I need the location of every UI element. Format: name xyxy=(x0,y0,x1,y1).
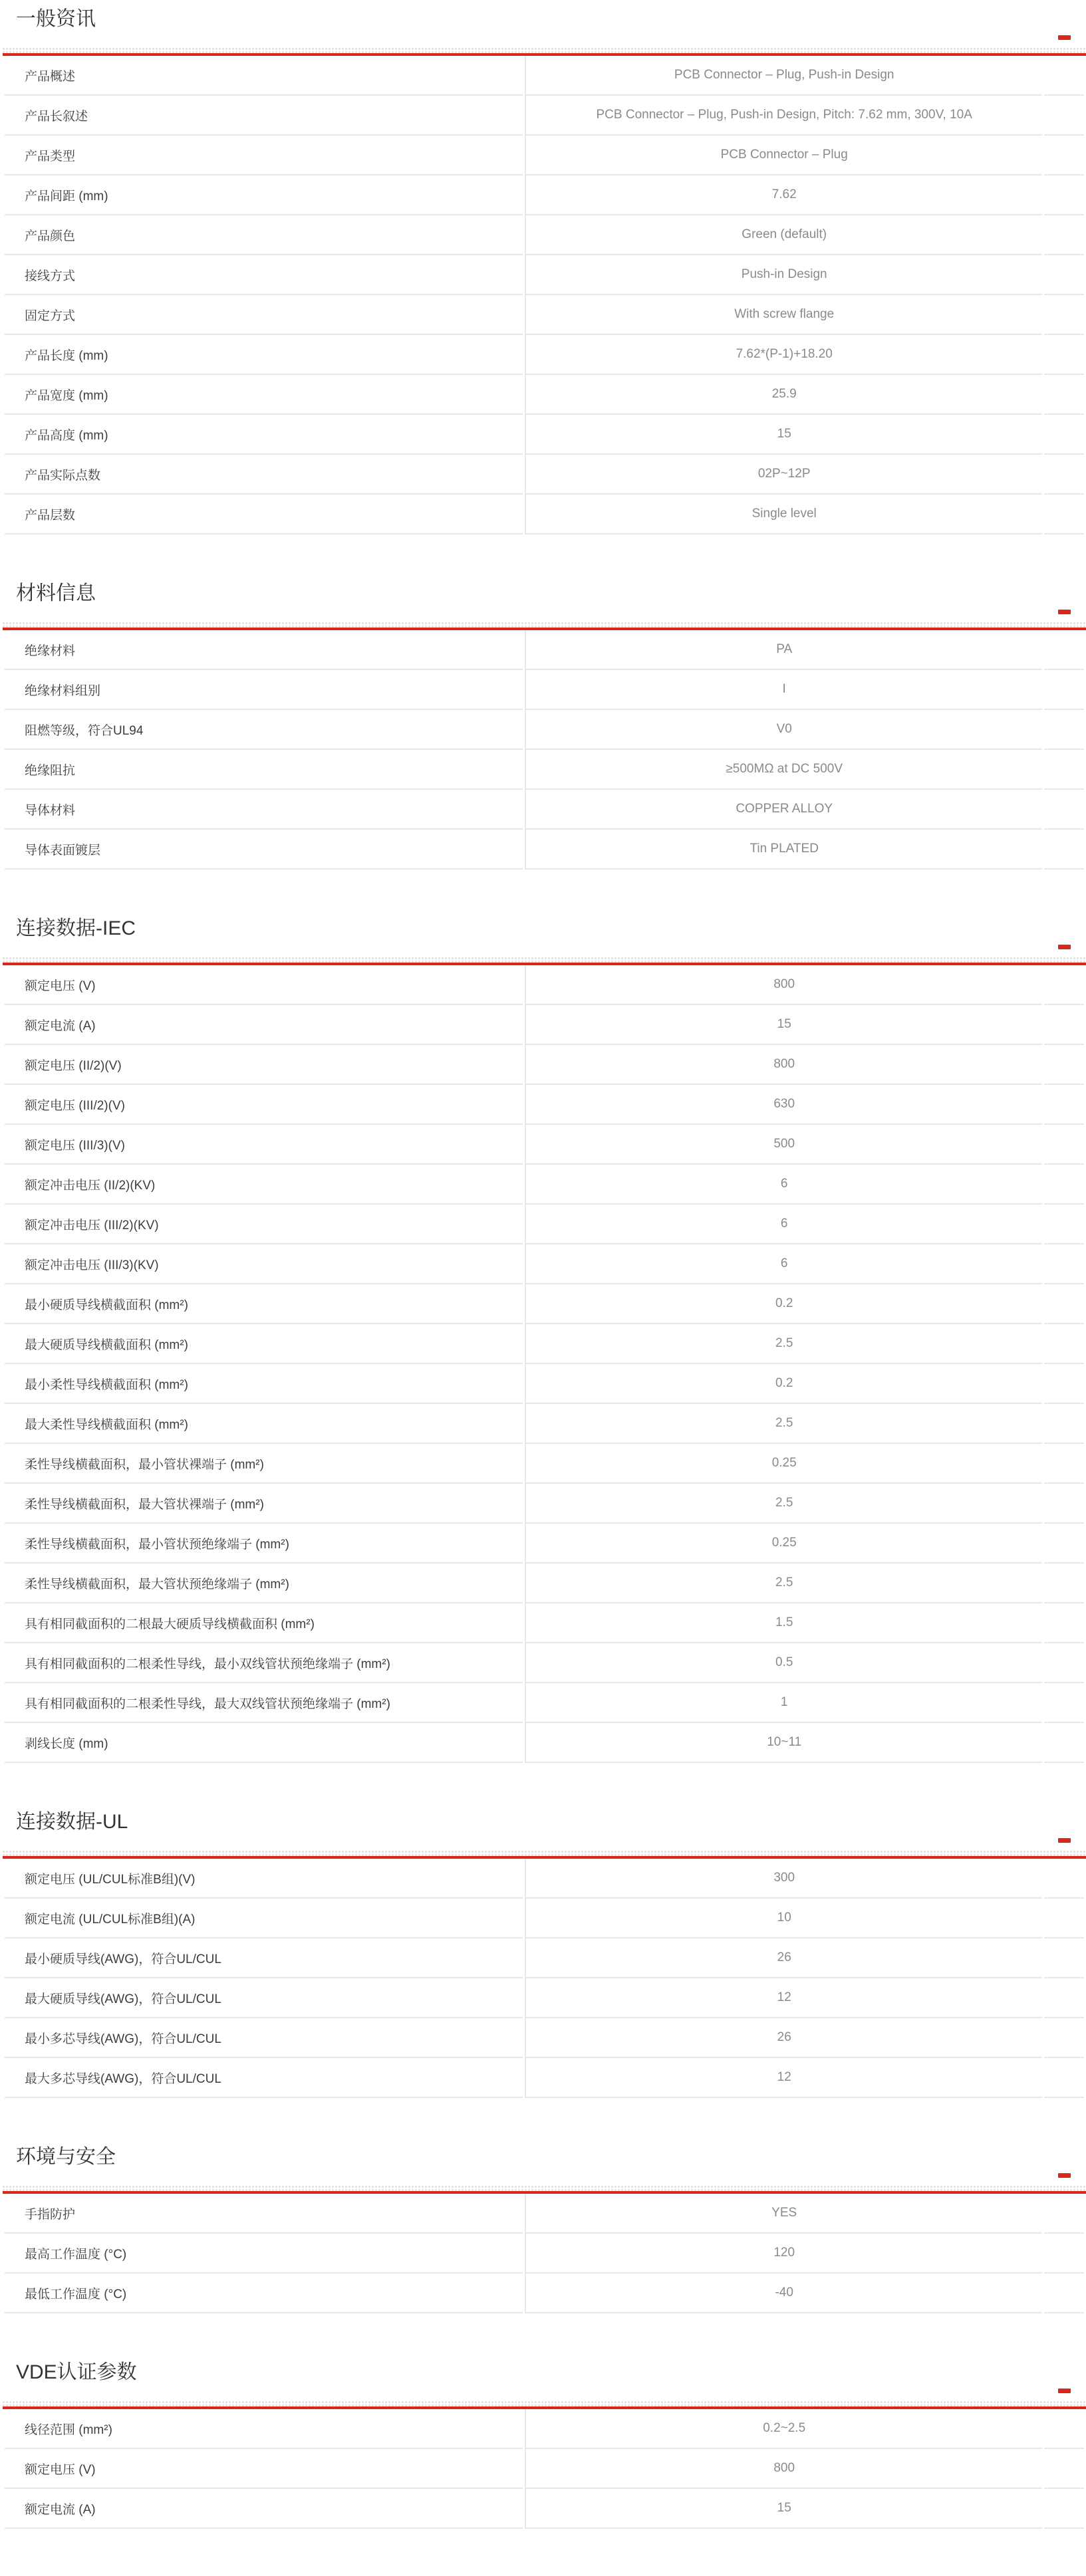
table-row xyxy=(5,1045,1084,1085)
spec-label: 具有相同截面积的二根柔性导线，最小双线管状预绝缘端子 (mm²) xyxy=(5,1643,523,1683)
spec-label: 额定电流 (A) xyxy=(5,2489,523,2529)
spec-value: 630 xyxy=(525,1085,1042,1125)
table-row xyxy=(5,1564,1084,1603)
row-edge-cell xyxy=(1044,2489,1084,2529)
spec-section xyxy=(3,916,1086,1763)
table-row xyxy=(5,1938,1084,1978)
spec-label: 额定电压 (V) xyxy=(5,965,523,1005)
spec-label: 手指防护 xyxy=(5,2194,523,2234)
collapse-minus-icon[interactable] xyxy=(1058,945,1071,949)
row-edge-cell xyxy=(1044,1165,1084,1205)
spec-value: With screw flange xyxy=(525,295,1042,335)
table-row xyxy=(5,750,1084,790)
row-edge-cell xyxy=(1044,1978,1084,2018)
row-edge-cell xyxy=(1044,1723,1084,1763)
table-row xyxy=(5,1524,1084,1564)
spec-label: 剥线长度 (mm) xyxy=(5,1723,523,1763)
spec-label: 柔性导线横截面积，最小管状预绝缘端子 (mm²) xyxy=(5,1524,523,1564)
spec-value: 26 xyxy=(525,1938,1042,1978)
row-edge-cell xyxy=(1044,176,1084,215)
spec-value: 0.25 xyxy=(525,1444,1042,1484)
spec-label: 最大硬质导线(AWG)，符合UL/CUL xyxy=(5,1978,523,2018)
row-edge-cell xyxy=(1044,415,1084,455)
spec-value: 0.25 xyxy=(525,1524,1042,1564)
table-row xyxy=(5,1444,1084,1484)
section-title: 环境与安全 xyxy=(16,2146,116,2168)
row-edge-cell xyxy=(1044,1484,1084,1524)
spec-section xyxy=(3,1810,1086,2098)
table-row xyxy=(5,2489,1084,2529)
spec-label: 额定冲击电压 (III/2)(KV) xyxy=(5,1205,523,1244)
row-edge-cell xyxy=(1044,335,1084,375)
collapse-minus-icon[interactable] xyxy=(1058,2173,1071,2178)
row-edge-cell xyxy=(1044,1524,1084,1564)
table-row xyxy=(5,965,1084,1005)
row-edge-cell xyxy=(1044,1005,1084,1045)
row-edge-cell xyxy=(1044,1364,1084,1404)
spec-label: 额定电压 (II/2)(V) xyxy=(5,1045,523,1085)
table-row xyxy=(5,1125,1084,1165)
spec-table xyxy=(3,965,1086,1763)
row-edge-cell xyxy=(1044,1244,1084,1284)
row-edge-cell xyxy=(1044,965,1084,1005)
spec-label: 产品高度 (mm) xyxy=(5,415,523,455)
spec-label: 产品概述 xyxy=(5,56,523,96)
row-edge-cell xyxy=(1044,1564,1084,1603)
row-edge-cell xyxy=(1044,830,1084,870)
spec-value: Single level xyxy=(525,495,1042,534)
spec-label: 额定电压 (III/3)(V) xyxy=(5,1125,523,1165)
row-edge-cell xyxy=(1044,2058,1084,2098)
row-edge-cell xyxy=(1044,215,1084,255)
section-collapse-row xyxy=(3,35,1086,41)
spec-label: 最高工作温度 (°C) xyxy=(5,2234,523,2274)
table-row xyxy=(5,1603,1084,1643)
spec-value: Push-in Design xyxy=(525,255,1042,295)
row-edge-cell xyxy=(1044,1085,1084,1125)
table-row xyxy=(5,295,1084,335)
spec-value: 800 xyxy=(525,965,1042,1005)
section-texture-band xyxy=(3,1849,1086,1856)
spec-value: PA xyxy=(525,630,1042,670)
table-row xyxy=(5,1683,1084,1723)
spec-value: 120 xyxy=(525,2234,1042,2274)
table-row xyxy=(5,2274,1084,2313)
row-edge-cell xyxy=(1044,2234,1084,2274)
section-texture-band xyxy=(3,47,1086,53)
spec-section xyxy=(3,2145,1086,2313)
row-edge-cell xyxy=(1044,710,1084,750)
spec-value: 25.9 xyxy=(525,375,1042,415)
table-row xyxy=(5,136,1084,176)
table-row xyxy=(5,255,1084,295)
section-collapse-row xyxy=(3,2389,1086,2395)
section-title: 连接数据-UL xyxy=(16,1811,128,1833)
table-row xyxy=(5,415,1084,455)
row-edge-cell xyxy=(1044,1938,1084,1978)
row-edge-cell xyxy=(1044,2409,1084,2449)
spec-value: 2.5 xyxy=(525,1324,1042,1364)
row-edge-cell xyxy=(1044,56,1084,96)
spec-label: 绝缘材料 xyxy=(5,630,523,670)
table-row xyxy=(5,455,1084,495)
row-edge-cell xyxy=(1044,136,1084,176)
spec-value: 10 xyxy=(525,1899,1042,1938)
row-edge-cell xyxy=(1044,1683,1084,1723)
spec-label: 固定方式 xyxy=(5,295,523,335)
spec-value: 2.5 xyxy=(525,1404,1042,1444)
table-row xyxy=(5,1899,1084,1938)
spec-label: 最大柔性导线横截面积 (mm²) xyxy=(5,1404,523,1444)
spec-label: 额定冲击电压 (III/3)(KV) xyxy=(5,1244,523,1284)
table-row xyxy=(5,495,1084,534)
spec-label: 产品类型 xyxy=(5,136,523,176)
row-edge-cell xyxy=(1044,1859,1084,1899)
table-row xyxy=(5,1205,1084,1244)
spec-value: 2.5 xyxy=(525,1564,1042,1603)
table-row xyxy=(5,1404,1084,1444)
spec-label: 产品宽度 (mm) xyxy=(5,375,523,415)
spec-value: ≥500MΩ at DC 500V xyxy=(525,750,1042,790)
row-edge-cell xyxy=(1044,255,1084,295)
spec-label: 最小硬质导线(AWG)，符合UL/CUL xyxy=(5,1938,523,1978)
section-title: 连接数据-IEC xyxy=(16,917,136,939)
spec-value: 02P~12P xyxy=(525,455,1042,495)
spec-label: 导体材料 xyxy=(5,790,523,830)
spec-value: PCB Connector – Plug, Push-in Design xyxy=(525,56,1042,96)
collapse-minus-icon[interactable] xyxy=(1058,2389,1071,2393)
spec-value: I xyxy=(525,670,1042,710)
spec-label: 柔性导线横截面积，最大管状预绝缘端子 (mm²) xyxy=(5,1564,523,1603)
section-title: VDE认证参数 xyxy=(16,2361,137,2383)
section-title: 材料信息 xyxy=(16,582,96,604)
spec-label: 产品层数 xyxy=(5,495,523,534)
row-edge-cell xyxy=(1044,630,1084,670)
table-row xyxy=(5,1244,1084,1284)
spec-value: 26 xyxy=(525,2018,1042,2058)
row-edge-cell xyxy=(1044,1603,1084,1643)
spec-label: 额定电压 (UL/CUL标准B组)(V) xyxy=(5,1859,523,1899)
table-row xyxy=(5,670,1084,710)
spec-value: 10~11 xyxy=(525,1723,1042,1763)
spec-value: 2.5 xyxy=(525,1484,1042,1524)
spec-value: 500 xyxy=(525,1125,1042,1165)
section-texture-band xyxy=(3,956,1086,963)
section-texture-band xyxy=(3,2184,1086,2191)
row-edge-cell xyxy=(1044,375,1084,415)
spec-label: 具有相同截面积的二根柔性导线，最大双线管状预绝缘端子 (mm²) xyxy=(5,1683,523,1723)
section-texture-band xyxy=(3,621,1086,628)
table-row xyxy=(5,630,1084,670)
spec-label: 额定电压 (V) xyxy=(5,2449,523,2489)
spec-label: 额定冲击电压 (II/2)(KV) xyxy=(5,1165,523,1205)
section-collapse-row xyxy=(3,1838,1086,1844)
table-row xyxy=(5,1643,1084,1683)
spec-value: Green (default) xyxy=(525,215,1042,255)
spec-value: 15 xyxy=(525,415,1042,455)
table-row xyxy=(5,710,1084,750)
table-row xyxy=(5,335,1084,375)
row-edge-cell xyxy=(1044,1324,1084,1364)
spec-section xyxy=(3,2360,1086,2529)
spec-value: COPPER ALLOY xyxy=(525,790,1042,830)
spec-label: 最大多芯导线(AWG)，符合UL/CUL xyxy=(5,2058,523,2098)
spec-label: 绝缘材料组别 xyxy=(5,670,523,710)
table-row xyxy=(5,2409,1084,2449)
spec-label: 柔性导线横截面积，最小管状裸端子 (mm²) xyxy=(5,1444,523,1484)
spec-label: 导体表面镀层 xyxy=(5,830,523,870)
table-row xyxy=(5,1484,1084,1524)
row-edge-cell xyxy=(1044,295,1084,335)
collapse-minus-icon[interactable] xyxy=(1058,1838,1071,1843)
row-edge-cell xyxy=(1044,2274,1084,2313)
row-edge-cell xyxy=(1044,1643,1084,1683)
table-row xyxy=(5,2234,1084,2274)
spec-value: 0.5 xyxy=(525,1643,1042,1683)
spec-label: 产品间距 (mm) xyxy=(5,176,523,215)
table-row xyxy=(5,1085,1084,1125)
spec-table xyxy=(3,56,1086,534)
row-edge-cell xyxy=(1044,2018,1084,2058)
spec-label: 额定电流 (A) xyxy=(5,1005,523,1045)
row-edge-cell xyxy=(1044,2449,1084,2489)
spec-label: 产品长叙述 xyxy=(5,96,523,136)
spec-label: 绝缘阻抗 xyxy=(5,750,523,790)
table-row xyxy=(5,176,1084,215)
table-row xyxy=(5,1978,1084,2018)
table-row xyxy=(5,2018,1084,2058)
spec-label: 最小多芯导线(AWG)，符合UL/CUL xyxy=(5,2018,523,2058)
spec-table xyxy=(3,1859,1086,2098)
table-row xyxy=(5,790,1084,830)
table-row xyxy=(5,1859,1084,1899)
row-edge-cell xyxy=(1044,790,1084,830)
section-collapse-row xyxy=(3,2173,1086,2179)
spec-value: 1 xyxy=(525,1683,1042,1723)
spec-value: 0.2 xyxy=(525,1284,1042,1324)
row-edge-cell xyxy=(1044,1899,1084,1938)
spec-label: 柔性导线横截面积，最大管状裸端子 (mm²) xyxy=(5,1484,523,1524)
row-edge-cell xyxy=(1044,455,1084,495)
row-edge-cell xyxy=(1044,1404,1084,1444)
spec-value: 800 xyxy=(525,2449,1042,2489)
spec-value: 12 xyxy=(525,2058,1042,2098)
table-row xyxy=(5,96,1084,136)
spec-label: 阻燃等级，符合UL94 xyxy=(5,710,523,750)
row-edge-cell xyxy=(1044,1125,1084,1165)
spec-value: 7.62 xyxy=(525,176,1042,215)
section-title: 一般资讯 xyxy=(16,8,96,30)
spec-value: 6 xyxy=(525,1244,1042,1284)
spec-value: 0.2~2.5 xyxy=(525,2409,1042,2449)
spec-label: 最低工作温度 (°C) xyxy=(5,2274,523,2313)
spec-label: 最小柔性导线横截面积 (mm²) xyxy=(5,1364,523,1404)
spec-value: 6 xyxy=(525,1205,1042,1244)
row-edge-cell xyxy=(1044,495,1084,534)
spec-table xyxy=(3,630,1086,870)
section-collapse-row xyxy=(3,610,1086,616)
table-row xyxy=(5,1324,1084,1364)
spec-section xyxy=(3,7,1086,534)
row-edge-cell xyxy=(1044,1205,1084,1244)
row-edge-cell xyxy=(1044,1045,1084,1085)
spec-label: 产品颜色 xyxy=(5,215,523,255)
spec-value: PCB Connector – Plug, Push-in Design, Pitch: 7.62 mm, 300V, 10A xyxy=(525,96,1042,136)
table-row xyxy=(5,1165,1084,1205)
spec-table xyxy=(3,2409,1086,2529)
spec-label: 线径范围 (mm²) xyxy=(5,2409,523,2449)
table-row xyxy=(5,1723,1084,1763)
spec-value: 15 xyxy=(525,2489,1042,2529)
spec-label: 具有相同截面积的二根最大硬质导线横截面积 (mm²) xyxy=(5,1603,523,1643)
spec-value: 6 xyxy=(525,1165,1042,1205)
spec-value: PCB Connector – Plug xyxy=(525,136,1042,176)
spec-value: 0.2 xyxy=(525,1364,1042,1404)
spec-label: 额定电压 (III/2)(V) xyxy=(5,1085,523,1125)
table-row xyxy=(5,1284,1084,1324)
spec-value: 12 xyxy=(525,1978,1042,2018)
table-row xyxy=(5,56,1084,96)
spec-value: Tin PLATED xyxy=(525,830,1042,870)
spec-label: 产品长度 (mm) xyxy=(5,335,523,375)
spec-value: -40 xyxy=(525,2274,1042,2313)
spec-value: 1.5 xyxy=(525,1603,1042,1643)
spec-value: 800 xyxy=(525,1045,1042,1085)
row-edge-cell xyxy=(1044,670,1084,710)
table-row xyxy=(5,2449,1084,2489)
section-texture-band xyxy=(3,2400,1086,2406)
spec-label: 最大硬质导线横截面积 (mm²) xyxy=(5,1324,523,1364)
row-edge-cell xyxy=(1044,750,1084,790)
table-row xyxy=(5,830,1084,870)
collapse-minus-icon[interactable] xyxy=(1058,610,1071,614)
collapse-minus-icon[interactable] xyxy=(1058,35,1071,40)
table-row xyxy=(5,1005,1084,1045)
spec-label: 最小硬质导线横截面积 (mm²) xyxy=(5,1284,523,1324)
section-collapse-row xyxy=(3,945,1086,951)
row-edge-cell xyxy=(1044,1284,1084,1324)
spec-value: 300 xyxy=(525,1859,1042,1899)
row-edge-cell xyxy=(1044,2194,1084,2234)
table-row xyxy=(5,375,1084,415)
table-row xyxy=(5,1364,1084,1404)
row-edge-cell xyxy=(1044,1444,1084,1484)
spec-value: 15 xyxy=(525,1005,1042,1045)
row-edge-cell xyxy=(1044,96,1084,136)
spec-label: 额定电流 (UL/CUL标准B组)(A) xyxy=(5,1899,523,1938)
spec-value: YES xyxy=(525,2194,1042,2234)
spec-value: 7.62*(P-1)+18.20 xyxy=(525,335,1042,375)
table-row xyxy=(5,2194,1084,2234)
spec-value: V0 xyxy=(525,710,1042,750)
spec-label: 产品实际点数 xyxy=(5,455,523,495)
spec-table xyxy=(3,2194,1086,2313)
spec-section xyxy=(3,581,1086,870)
spec-label: 接线方式 xyxy=(5,255,523,295)
table-row xyxy=(5,215,1084,255)
table-row xyxy=(5,2058,1084,2098)
